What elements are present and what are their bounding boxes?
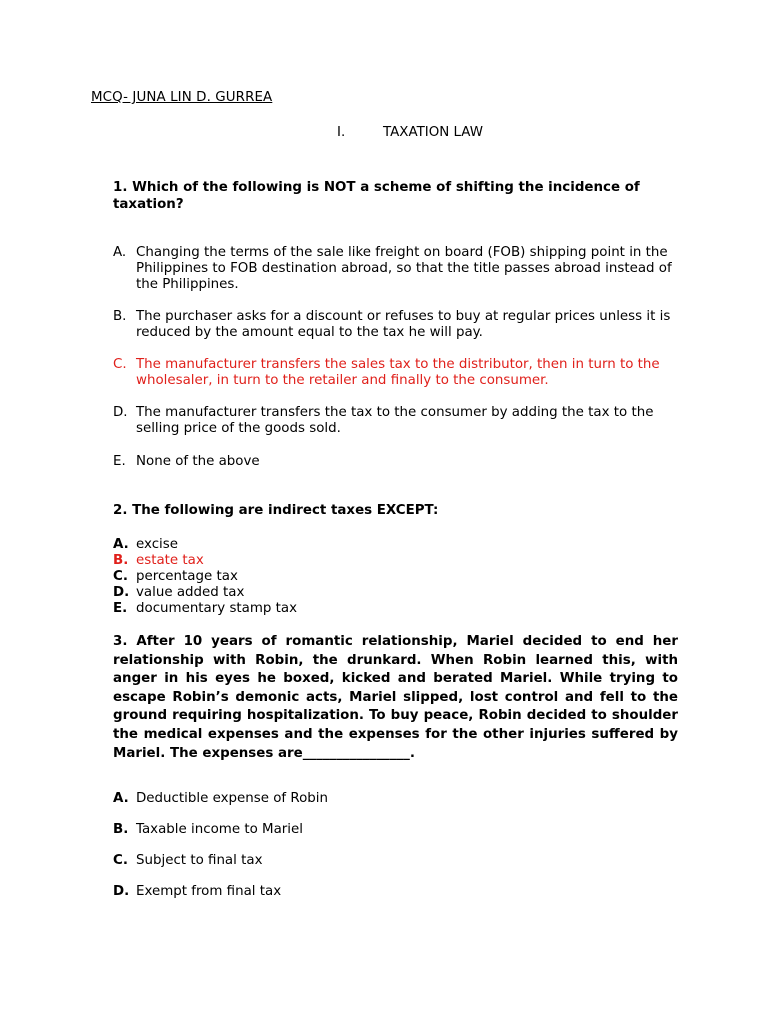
option-text: estate tax	[136, 553, 204, 568]
option-letter: D.	[113, 585, 130, 600]
option-letter: B.	[113, 822, 129, 837]
option-letter: B.	[113, 553, 129, 568]
option-letter: D.	[113, 884, 130, 899]
question-3-option-c	[113, 853, 681, 869]
section-title: TAXATION LAW	[383, 125, 483, 140]
option-text: Deductible expense of Robin	[136, 791, 328, 806]
section-number: I.	[337, 125, 346, 140]
question-1-option-b	[113, 309, 681, 341]
option-text: Subject to final tax	[136, 853, 263, 868]
option-letter: E.	[113, 454, 126, 469]
question-1-option-e	[113, 454, 681, 470]
option-text: value added tax	[136, 585, 245, 600]
question-2-option-e	[113, 601, 681, 617]
option-text: Exempt from final tax	[136, 884, 282, 899]
question-2-option-a	[113, 537, 681, 553]
option-letter: C.	[113, 569, 128, 584]
question-3-stem: 3. After 10 years of romantic relationship, Mariel decided to end her relationship with Robin, the drunkard. When Robin learned this, with anger in his eyes he boxed, kicked and berated Mariel. While trying to escape Robin’s demonic acts, Mariel slipped, lost control and fell to the ground requiring hospitalization. To buy peace, Robin decided to shoulder the medical expenses and the expenses for the other injuries suffered by Mariel. The expenses are________________.	[113, 634, 678, 761]
question-2-stem: 2. The following are indirect taxes EXCEPT:	[113, 503, 439, 518]
option-letter: C.	[113, 853, 128, 868]
question-1-option-c-correct	[113, 357, 681, 389]
question-1-option-a	[113, 245, 681, 293]
question-2-option-d	[113, 585, 681, 601]
question-1-stem: 1. Which of the following is NOT a scheme of shifting the incidence of taxation?	[113, 180, 640, 212]
option-letter: A.	[113, 537, 129, 552]
option-text: None of the above	[136, 454, 260, 469]
option-text: The purchaser asks for a discount or refuses to buy at regular prices unless it is reduced by the amount equal to the tax he will pay.	[136, 309, 671, 340]
option-text: excise	[136, 537, 178, 552]
option-letter: A.	[113, 791, 129, 806]
question-3-option-a	[113, 791, 681, 807]
author-line: MCQ- JUNA LIN D. GURREA	[91, 90, 273, 105]
question-1-option-d	[113, 405, 681, 437]
question-2-option-b-correct	[113, 553, 681, 569]
option-letter: A.	[113, 245, 127, 260]
option-letter: E.	[113, 601, 128, 616]
option-text: The manufacturer transfers the tax to the consumer by adding the tax to the selling price of the goods sold.	[136, 405, 654, 436]
option-text: Changing the terms of the sale like freight on board (FOB) shipping point in the Philippines to FOB destination abroad, so that the title passes abroad instead of the Philippines.	[136, 245, 672, 292]
option-text: The manufacturer transfers the sales tax to the distributor, then in turn to the wholesaler, in turn to the retailer and finally to the consumer.	[136, 357, 660, 388]
option-text: Taxable income to Mariel	[136, 822, 303, 837]
option-letter: C.	[113, 357, 127, 372]
question-3-option-b	[113, 822, 681, 838]
option-letter: B.	[113, 309, 127, 324]
option-letter: D.	[113, 405, 128, 420]
question-2-option-c	[113, 569, 681, 585]
option-text: percentage tax	[136, 569, 238, 584]
question-3-option-d	[113, 884, 681, 900]
option-text: documentary stamp tax	[136, 601, 298, 616]
